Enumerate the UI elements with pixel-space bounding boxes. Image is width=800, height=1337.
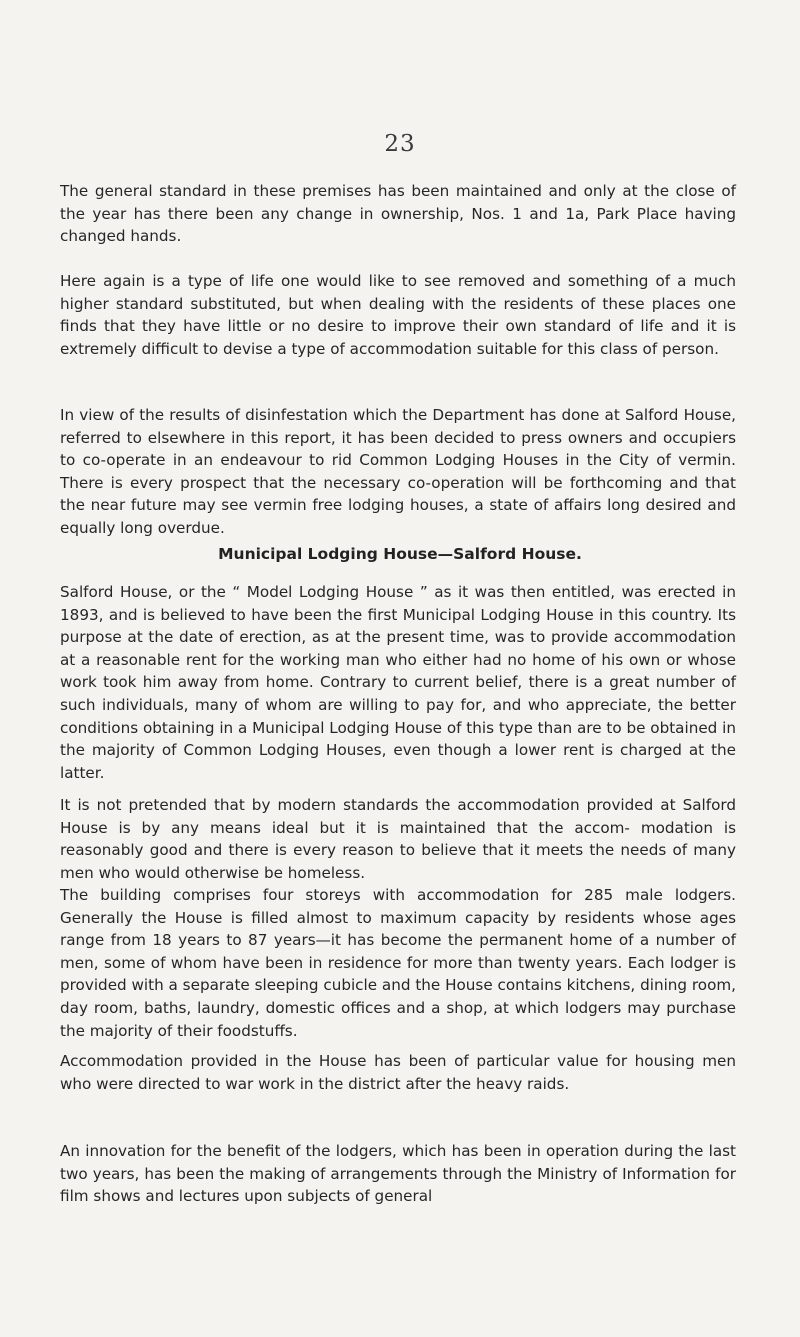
paragraph-building-description: The building comprises four storeys with accommodation for 285 male lodgers. Generally the House is filled almost to maximum capacity by residents whose ages range from 18 years to 87 years—it has become the permanent home of a number of men, some of whom have been in residence for more than twenty years. Each lodger is provided with a separate sleeping cubicle and the House contains kitchens, dining room, day room, baths, laundry, domestic offices and a shop, at which lodgers may purchase the majority of their foodstuffs. bbox=[60, 886, 737, 1040]
paragraph-standard-of-life: Here again is a type of life one would like to see removed and something of a much higher standard substituted, but when dealing with the residents of these places one finds that they have little or no desire to improve their own standard of life and it is extremely difficult to devise a type of accommodation suitable for this class of person. bbox=[60, 272, 736, 358]
paragraph-war-work: Accommodation provided in the House has been of particular value for housing men who were directed to war work in the district after the heavy raids. bbox=[60, 1052, 736, 1093]
paragraph-modern-standards: It is not pretended that by modern standards the accommodation provided at Salford House is by any means ideal but it is maintained that the accom- modation is reasonably good and there is every reason to believe that it meets the needs of many men who would otherwise be homeless. bbox=[60, 796, 736, 882]
paragraph-film-shows: An innovation for the benefit of the lodgers, which has been in operation during the last two years, has been the making of arrangements through the Ministry of Information for film shows and lectures upon subjects of general bbox=[60, 1142, 736, 1206]
paragraph-ownership-change: The general standard in these premises has been maintained and only at the close of the year has there been any change in ownership, Nos. 1 and 1a, Park Place having changed hands. bbox=[60, 182, 736, 246]
paragraph-salford-house-history: Salford House, or the “ Model Lodging House ” as it was then entitled, was erected in 1893, and is believed to have been the first Municipal Lodging House in this country. Its purpose at the date of erection, as at the present time, was to provide accommodation at a reasonable rent for the working man who either had no home of his own or whose work took him away from home. Contrary to current belief, there is a great number of such individuals, many of whom are willing to pay for, and who appreciate, the better conditions obtaining in a Municipal Lodging House of this type than are to be obtained in the majority of Common Lodging Houses, even though a lower rent is charged at the latter. bbox=[60, 583, 736, 782]
section-heading: Municipal Lodging House—Salford House. bbox=[218, 545, 582, 563]
page-number: 23 bbox=[384, 131, 416, 157]
paragraph-disinfestation: In view of the results of disinfestation which the Department has done at Salford House, referred to elsewhere in this report, it has been decided to press owners and occupiers to co-operate in an endeavour to rid Common Lodging Houses in the City of vermin. There is every prospect that the necessary co-operation will be forthcoming and that the near future may see vermin free lodging houses, a state of affairs long desired and equally long overdue. bbox=[60, 406, 736, 537]
